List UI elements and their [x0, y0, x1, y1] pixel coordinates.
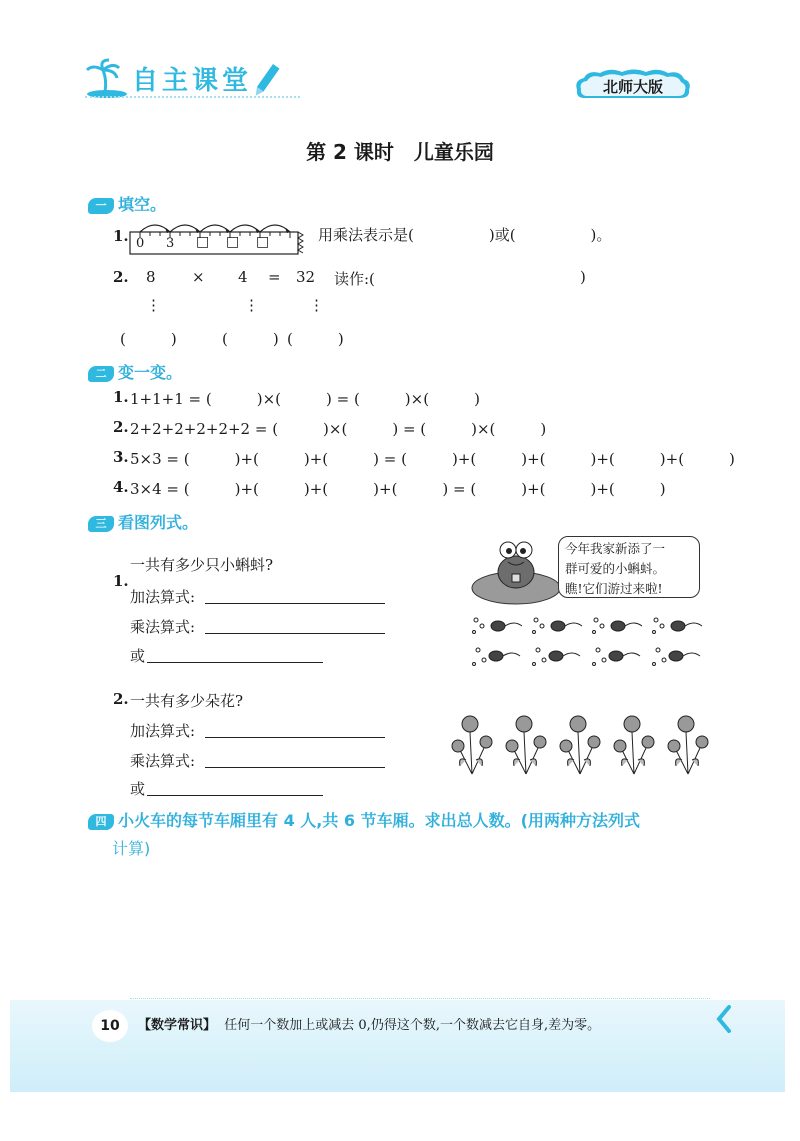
read-as-label: 读作:(	[334, 270, 375, 288]
change-3-text: 5×3 = ( )+( )+( ) = ( )+( )+( )+( )+( )	[130, 450, 735, 468]
ruler-blank-1: □	[196, 234, 210, 250]
ruler-blank-2: □	[226, 234, 240, 250]
flower-or-label: 或	[130, 780, 146, 798]
section-3-heading	[88, 510, 198, 533]
section-3-title: 看图列式。	[118, 513, 199, 532]
section-1-badge: 一	[88, 198, 114, 214]
flower-add-answer-line[interactable]	[205, 737, 385, 738]
section-3-badge: 三	[88, 516, 114, 532]
dots-2: ⋮	[244, 296, 259, 314]
header-divider	[85, 96, 300, 98]
dots-3: ⋮	[309, 296, 324, 314]
math-tip-label: 【数学常识】	[138, 1018, 217, 1033]
q2-number: 2.	[113, 268, 129, 286]
tadpole-add-label: 加法算式:	[130, 588, 196, 606]
tadpole-add-answer-line[interactable]	[205, 603, 385, 604]
ruler-blank-3: □	[256, 234, 270, 250]
dots-1: ⋮	[146, 296, 161, 314]
q1-number: 1.	[113, 227, 129, 245]
change-4-text: 3×4 = ( )+( )+( )+( ) = ( )+( )+( )	[130, 480, 666, 498]
change-3-number: 3.	[113, 448, 129, 466]
flower-add-label: 加法算式:	[130, 722, 196, 740]
section-2-title: 变一变。	[118, 363, 183, 382]
section-1-heading	[88, 192, 166, 215]
flower-or-answer-line[interactable]	[147, 795, 323, 796]
math-tip-text: 任何一个数加上或减去 0,仍得这个数,一个数减去它自身,差为零。	[224, 1018, 601, 1033]
tadpole-mul-answer-line[interactable]	[205, 633, 385, 634]
q1-text: 用乘法表示是( )或( )。	[318, 226, 612, 244]
flower-question: 一共有多少朵花?	[130, 692, 244, 710]
flower-mul-label: 乘法算式:	[130, 752, 196, 770]
chevron-left-icon[interactable]	[715, 1005, 733, 1033]
name-blank-2[interactable]: ( )	[222, 330, 279, 348]
eq-term-4: 4	[238, 268, 248, 286]
section-4-heading	[88, 808, 640, 831]
q3-1-number: 1.	[113, 572, 129, 590]
name-blank-1[interactable]: ( )	[120, 330, 177, 348]
read-as-close: )	[580, 268, 586, 286]
section-1-title: 填空。	[118, 195, 167, 214]
ruler-label-3: 3	[166, 236, 175, 251]
change-2-text: 2+2+2+2+2+2 = ( )×( ) = ( )×( )	[130, 420, 547, 438]
page-number: 10	[92, 1010, 128, 1042]
number-line-ruler	[128, 218, 308, 258]
edition-label: 北师大版	[602, 78, 663, 96]
footer-divider	[130, 998, 710, 999]
change-2-number: 2.	[113, 418, 129, 436]
section-4-text-line-1: 小火车的每节车厢里有 4 人,共 6 节车厢。求出总人数。(用两种方法列式	[118, 811, 640, 830]
change-4-number: 4.	[113, 478, 129, 496]
change-1-text: 1+1+1 = ( )×( ) = ( )×( )	[130, 390, 480, 408]
eq-times: ×	[192, 268, 205, 286]
eq-term-32: 32	[296, 268, 316, 286]
change-1-number: 1.	[113, 388, 129, 406]
name-blank-3[interactable]: ( )	[287, 330, 344, 348]
frog-on-lily-pad-icon	[468, 530, 564, 608]
section-2-heading	[88, 360, 182, 383]
tadpoles-illustration-icon	[468, 612, 708, 674]
speech-bubble: 今年我家新添了一 群可爱的小蝌蚪。 瞧!它们游过来啦!	[558, 536, 700, 598]
eq-term-8: 8	[146, 268, 156, 286]
tadpole-or-answer-line[interactable]	[147, 662, 323, 663]
section-2-badge: 二	[88, 366, 114, 382]
flowers-illustration-icon	[450, 710, 712, 776]
eq-equals: =	[268, 268, 281, 286]
section-4-badge: 四	[88, 814, 114, 830]
tadpole-or-label: 或	[130, 647, 146, 665]
tadpole-mul-label: 乘法算式:	[130, 618, 196, 636]
tadpole-question: 一共有多少只小蝌蚪?	[130, 556, 274, 574]
flower-mul-answer-line[interactable]	[205, 767, 385, 768]
math-tip	[138, 1014, 600, 1033]
ruler-label-0: 0	[136, 236, 145, 251]
q3-2-number: 2.	[113, 690, 129, 708]
lesson-title: 第 2 课时 儿童乐园	[306, 140, 494, 164]
brand-title: 自主课堂	[132, 66, 253, 96]
section-4-text-line-2: 计算)	[112, 839, 151, 858]
